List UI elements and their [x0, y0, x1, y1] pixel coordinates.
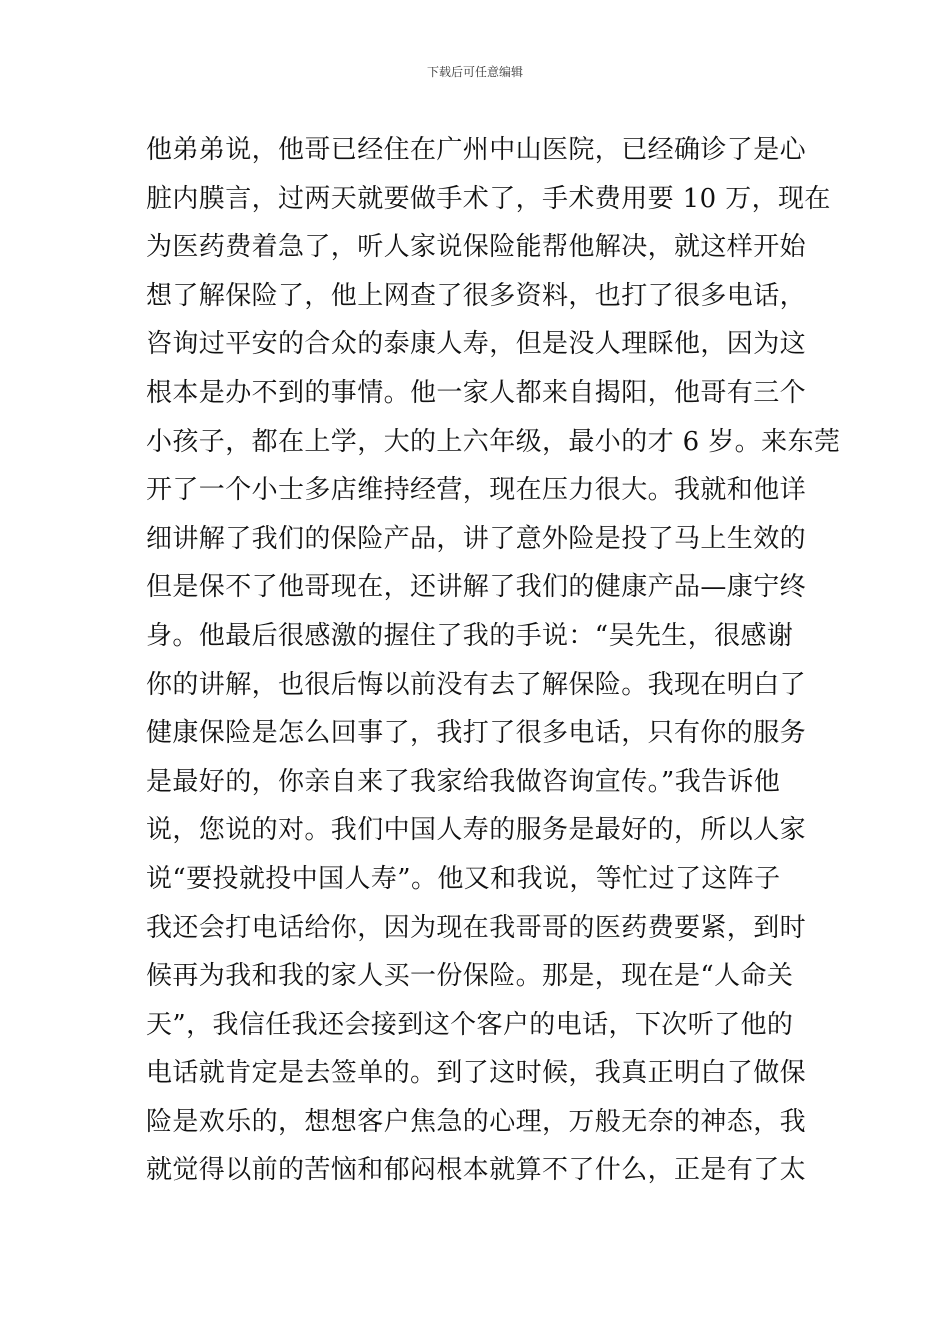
text-line: 是最好的，你亲自来了我家给我做咨询宣传。”我告诉他 [146, 766, 781, 797]
text-line: 小孩子，都在上学，大的上六年级，最小的才 6 岁。来东莞 [146, 426, 841, 457]
text-line: 为医药费着急了，听人家说保险能帮他解决，就这样开始 [146, 232, 807, 263]
text-line: 我还会打电话给你，因为现在我哥哥的医药费要紧，到时 [146, 912, 807, 943]
text-line: 电话就肯定是去签单的。到了这时候，我真正明白了做保 [146, 1058, 807, 1089]
text-line: 根本是办不到的事情。他一家人都来自揭阳，他哥有三个 [146, 377, 807, 408]
page-header: 下载后可任意编辑 [426, 65, 523, 79]
text-line: 想了解保险了，他上网查了很多资料，也打了很多电话， [146, 280, 807, 311]
text-line: 说“要投就投中国人寿”。他又和我说，等忙过了这阵子 [146, 863, 781, 894]
text-line: 脏内膜言，过两天就要做手术了，手术费用要 10 万，现在 [146, 183, 831, 214]
text-line: 天”，我信任我还会接到这个客户的电话，下次听了他的 [146, 1009, 794, 1040]
text-line: 咨询过平安的合众的泰康人寿，但是没人理睬他，因为这 [146, 329, 807, 360]
text-line: 健康保险是怎么回事了，我打了很多电话，只有你的服务 [146, 718, 807, 749]
document-body [146, 126, 841, 1195]
text-line: 他弟弟说，他哥已经住在广州中山医院，已经确诊了是心 [146, 135, 807, 165]
text-line: 身。他最后很感激的握住了我的手说：“吴先生，很感谢 [146, 620, 794, 651]
text-line: 险是欢乐的，想想客户焦急的心理，万般无奈的神态，我 [146, 1106, 807, 1137]
text-line: 候再为我和我的家人买一份保险。那是，现在是“人命关 [146, 961, 794, 992]
text-line: 说，您说的对。我们中国人寿的服务是最好的，所以人家 [146, 815, 807, 846]
text-line: 开了一个小士多店维持经营，现在压力很大。我就和他详 [146, 475, 807, 506]
text-line: 你的讲解，也很后悔以前没有去了解保险。我现在明白了 [146, 669, 807, 700]
text-line: 但是保不了他哥现在，还讲解了我们的健康产品—康宁终 [146, 572, 807, 603]
text-line: 就觉得以前的苦恼和郁闷根本就算不了什么，正是有了太 [146, 1155, 807, 1186]
text-line: 细讲解了我们的保险产品，讲了意外险是投了马上生效的 [146, 523, 807, 554]
